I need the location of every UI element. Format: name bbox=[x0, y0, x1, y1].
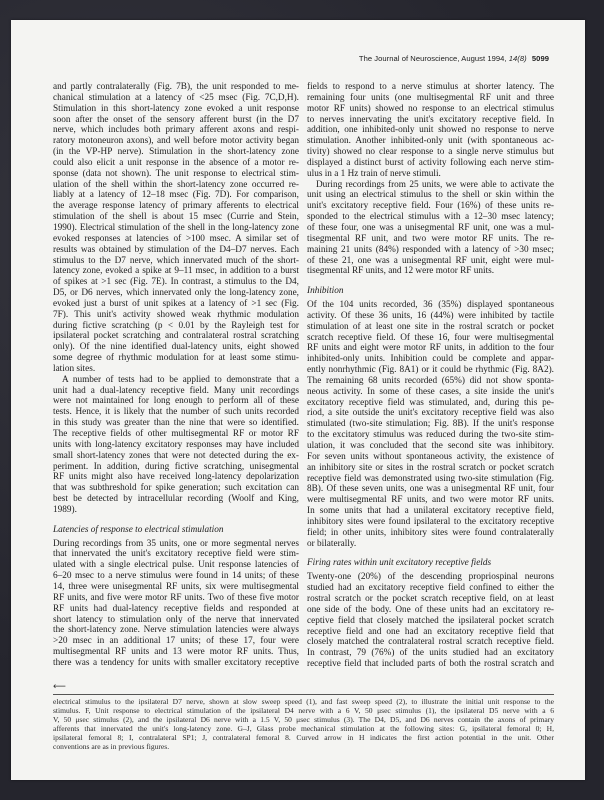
text-line: one side of the body. One of these units had an excitatory re- bbox=[307, 604, 554, 615]
text-line: ulation of the shell within the short-latency zone occurred re- bbox=[53, 179, 299, 190]
text-line: ulus in a 1 Hz train of nerve stimuli. bbox=[307, 168, 441, 179]
text-line: >20 msec in an additional 17 units; of these 17, four were bbox=[53, 636, 299, 647]
text-line: electrical stimulus to the ipsilateral D7 nerve, shown at slow sweep speed (1), and fast sweep speed (2), to illustrate the initial unit response to the bbox=[53, 697, 554, 706]
text-line: liably at a latency of 12–18 msec (Fig. 7D). For comparison, bbox=[53, 190, 299, 201]
text-line: activity. Of these 36 units, 16 (44%) were inhibited by tactile bbox=[307, 310, 554, 321]
text-line: the short-latency zone. Nerve stimulation latencies were always bbox=[53, 625, 299, 636]
text-line: stimulation of at least one site in the rostral scratch or pocket bbox=[307, 321, 554, 332]
text-line: In some units that had a unilateral excitatory receptive field, bbox=[307, 506, 554, 517]
text-line: fields to respond to a nerve stimulus at shorter latency. The bbox=[307, 82, 554, 92]
text-line: multisegmental RF units and 13 were motor RF units. Thus, bbox=[53, 647, 299, 658]
text-line: motor RF units) showed no response to an electrical stimulus bbox=[307, 103, 554, 114]
text-line: units with long-latency excitatory responses may have included bbox=[53, 439, 299, 450]
text-line: Of the 104 units recorded, 36 (35%) displayed spontaneous bbox=[307, 300, 554, 311]
text-line: to the excitatory stimulus was reduced during the two-site stim- bbox=[307, 430, 554, 441]
text-line: unit had a dual-latency receptive field. Many unit recordings bbox=[53, 385, 299, 396]
text-line: of spikes at >1 sec (Fig. 7E). In contrast, a stimulus to the D4, bbox=[53, 277, 299, 288]
text-line: to nerves innervating the unit's excitatory receptive field. In bbox=[307, 114, 554, 125]
text-line: the average response latency of primary afferents to electrical bbox=[53, 201, 299, 212]
right-paragraph-2 bbox=[307, 180, 554, 278]
text-line: ipsilateral femoral 8; I, contralateral SP1; J, contralateral femoral 8. Curved arrow in H indicates the first action potential in the unit. Other bbox=[53, 732, 554, 742]
text-line: stimulation of the shell is about 15 msec (Currie and Stein, bbox=[53, 212, 299, 223]
text-line: and partly contralaterally (Fig. 7B), the unit responded to me- bbox=[53, 82, 299, 92]
text-line: For seven units without spontaneous activity, the existence of bbox=[307, 451, 554, 462]
text-line: stimulated (two-site stimulation; Fig. 8B). If the unit's response bbox=[307, 419, 554, 430]
text-line: displayed a distinct burst of activity following each nerve stim- bbox=[307, 157, 554, 168]
text-line: lation sites. bbox=[53, 363, 96, 374]
text-line: (in the VP-HP nerve). Stimulation in the short-latency zone bbox=[53, 147, 299, 158]
text-line: field; in other units, inhibitory sites were found contralaterally bbox=[307, 527, 554, 538]
left-paragraph-2 bbox=[53, 375, 299, 516]
text-line: ently nonrhythmic (Fig. 8A1) or it could be rhythmic (Fig. 8A2). bbox=[307, 365, 554, 376]
text-line: 7F). This unit's activity showed weak rhythmic modulation bbox=[53, 309, 299, 320]
text-line: RF units might also have received long-latency depolarization bbox=[53, 472, 299, 483]
text-line: ratory motoneuron axons), and well before motor activity began bbox=[53, 136, 299, 147]
text-line: could also elicit a unit response in the absence of a motor re- bbox=[53, 157, 299, 168]
text-line: were multisegmental RF units, and two were motor RF units. bbox=[307, 495, 554, 506]
text-line: neous activity. In some of these cases, a site inside the unit's bbox=[307, 386, 554, 397]
volume-issue: 14(8) bbox=[508, 54, 527, 63]
text-line: that was subthreshold for spike generation; such excitation can bbox=[53, 483, 299, 494]
text-line: The receptive fields of other multisegmental RF or motor RF bbox=[53, 429, 299, 439]
text-line: RF units, and five were motor RF units. Two of these five motor bbox=[53, 592, 299, 603]
left-paragraph-3 bbox=[53, 539, 299, 669]
text-line: excitatory receptive field was stimulated, and, during this pe- bbox=[307, 397, 554, 408]
continuation-arrow-icon: ⟵ bbox=[53, 682, 66, 692]
text-line: small short-latency zones that were not detected during the ex- bbox=[53, 450, 299, 461]
text-line: sponded to the electrical stimulus with a 12–30 msec latency; bbox=[307, 212, 554, 223]
text-line: in this study was greater than the nine that were so identified. bbox=[53, 418, 299, 429]
text-line: RF units had dual-latency receptive fields and responded at bbox=[53, 603, 299, 614]
right-paragraph-4 bbox=[307, 572, 554, 670]
text-line: ceptive field that closely matched the ipsilateral pocket scratch bbox=[307, 615, 554, 626]
left-column bbox=[53, 82, 299, 669]
left-paragraph-1 bbox=[53, 82, 299, 375]
text-line: or bilaterally. bbox=[307, 538, 357, 549]
text-line: stimulus. F, Unit response to electrical stimulation of the ipsilateral D4 nerve with a 6 V, 50 μsec stimulus (1), the ipsilateral D5 nerve with a 6 bbox=[53, 705, 554, 715]
right-paragraph-3 bbox=[307, 300, 554, 549]
text-line: were not maintained for long enough to perform all of these bbox=[53, 396, 299, 407]
text-line: soon after the onset of the sensory afferent burst (in the D7 bbox=[53, 114, 299, 125]
text-line: conventions are as in previous figures. bbox=[53, 741, 170, 751]
text-line: stimulation. Another inhibited-only unit (with spontaneous ac- bbox=[307, 136, 554, 147]
text-line: results was obtained by stimulation of the D4–D7 nerves. Each bbox=[53, 244, 299, 255]
text-line: receptive field and one had an excitatory receptive field that bbox=[307, 626, 554, 637]
text-line: of these 21, one was a unisegmental RF unit, eight were mul- bbox=[307, 255, 554, 266]
text-line: short latency to stimulation only of the nerve that innervated bbox=[53, 614, 299, 625]
text-line: ulation, it was concluded that the second site was inhibitory. bbox=[307, 441, 554, 451]
caption-divider bbox=[53, 694, 554, 695]
text-line: tivity) showed no clear response to a single nerve stimulus but bbox=[307, 147, 554, 158]
text-line: tisegmental RF unit, and two were motor RF units. The re- bbox=[307, 233, 554, 244]
text-line: tisegmental RF units, and 12 were motor RF units. bbox=[307, 266, 495, 277]
text-line: rostral scratch or the pocket scratch receptive field, on at least bbox=[307, 593, 554, 604]
text-line: unit using an electrical stimulus to the shell or skin within the bbox=[307, 190, 554, 201]
text-line: periment. In addition, during fictive scratching, unisegmental bbox=[53, 461, 299, 472]
text-line: D5, or D6 nerves, which innervated only the long-latency zone, bbox=[53, 288, 299, 299]
text-line: receptive field that included parts of both the rostral scratch and bbox=[307, 659, 554, 670]
text-line: riod, a site outside the unit's excitatory receptive field was also bbox=[307, 408, 554, 419]
text-line: chanical stimulation at a latency of <25 msec (Fig. 7C,D,H). bbox=[53, 92, 299, 103]
text-line: addition, one inhibited-only unit showed no response to nerve bbox=[307, 125, 554, 136]
text-line: an inhibitory site or sites in the rostral scratch or pocket scratch bbox=[307, 462, 554, 473]
text-line: V, 50 μsec stimulus (2), and the ipsilateral D6 nerve with a 1.5 V, 50 μsec stimulus (3). The D4, D5, and D6 nerves contain the axons of primary bbox=[53, 714, 554, 724]
text-line: During recordings from 35 units, one or more segmental nerves bbox=[53, 538, 299, 549]
text-line: inhibited-only units. Inhibition could be complete and appar- bbox=[307, 354, 554, 365]
journal-page bbox=[11, 20, 585, 780]
text-line: closely matched the contralateral rostral scratch receptive field. bbox=[307, 637, 554, 648]
page-number: 5099 bbox=[531, 54, 549, 63]
journal-citation: The Journal of Neuroscience, August 1994, bbox=[358, 54, 507, 63]
text-line: 8B). Of these seven units, one was a unisegmental RF unit, four bbox=[307, 484, 554, 495]
text-line: tests. Hence, it is likely that the number of such units recorded bbox=[53, 407, 299, 418]
text-line: only). Of the nine identified dual-latency units, eight showed bbox=[53, 342, 299, 353]
right-column bbox=[307, 82, 554, 670]
text-line: latency zone, evoked a spike at 9–11 msec, in addition to a burst bbox=[53, 266, 299, 277]
text-line: evoked just a burst of unit spikes at a latency of >1 sec (Fig. bbox=[53, 298, 299, 309]
text-line: The remaining 68 units recorded (65%) did not show sponta- bbox=[307, 375, 554, 386]
text-line: some degree of rhythmic modulation for at least some stimu- bbox=[53, 353, 299, 364]
text-line: sponse (data not shown). The unit response to electrical stim- bbox=[53, 168, 299, 179]
text-line: afferents that innervated the unit's long-latency zone. G–J, Glass probe mechanical stimulation at the following sites: G, ipsilateral femoral 0; H, bbox=[53, 723, 554, 733]
text-line: nerve, which includes both primary afferent axons and respi- bbox=[53, 125, 299, 136]
text-line: 1989). bbox=[53, 504, 77, 515]
text-line: ulated with a single electrical pulse. Unit response latencies of bbox=[53, 560, 299, 571]
text-line: Stimulation in this short-latency zone evoked a unit response bbox=[53, 103, 299, 114]
text-line: Twenty-one (20%) of the descending propriospinal neurons bbox=[307, 572, 554, 583]
text-line: maining 21 units (84%) responded with a latency of >30 msec; bbox=[307, 244, 554, 255]
text-line: In contrast, 79 (76%) of the units studied had an excitatory bbox=[307, 648, 554, 659]
text-line: there was a tendency for units with smaller excitatory receptive bbox=[53, 657, 299, 668]
text-line: ipsilateral pocket scratching and contralateral rostral scratching bbox=[53, 331, 299, 342]
text-line: RF units and eight were motor RF units, in addition to the four bbox=[307, 343, 554, 354]
figure-caption bbox=[53, 698, 554, 751]
section-heading-latencies: Latencies of response to electrical stimulation bbox=[53, 524, 224, 535]
text-line: of these four, one was a unisegmental RF unit, one was a mul- bbox=[307, 222, 554, 233]
text-line: receptive field was demonstrated using two-site stimulation (Fig. bbox=[307, 473, 554, 484]
text-line: during fictive scratching (p < 0.01 by the Rayleigh test for bbox=[53, 320, 299, 331]
text-line: evoked responses at latencies of >100 msec. A similar set of bbox=[53, 233, 299, 244]
section-heading-inhibition: Inhibition bbox=[307, 286, 344, 297]
text-line: 1990). Electrical stimulation of the shell in the long-latency zone bbox=[53, 222, 299, 233]
text-line: best be detected by intracellular recording (Woolf and King, bbox=[53, 494, 299, 505]
text-line: 14, three were unisegmental RF units, six were multisegmental bbox=[53, 581, 299, 592]
text-line: inhibitory sites were found ipsilateral to the excitatory receptive bbox=[307, 516, 554, 527]
text-line: unit's excitatory receptive field. Four (16%) of these units re- bbox=[307, 201, 554, 212]
text-line: remaining four units (one multisegmental RF unit and three bbox=[307, 92, 554, 103]
section-heading-firing-rates: Firing rates within unit excitatory receptive fields bbox=[307, 558, 492, 569]
text-line: 6–20 msec to a nerve stimulus were found in 14 units; of these bbox=[53, 571, 299, 582]
right-paragraph-1 bbox=[307, 82, 554, 180]
text-line: that innervated the unit's excitatory receptive field were stim- bbox=[53, 549, 299, 560]
text-line: stimulus to the D7 nerve, which innervated much of the short- bbox=[53, 255, 299, 266]
text-line: A number of tests had to be applied to demonstrate that a bbox=[62, 374, 299, 385]
text-line: studied had an excitatory receptive field confined to either the bbox=[307, 583, 554, 594]
text-line: During recordings from 25 units, we were able to activate the bbox=[316, 179, 554, 190]
running-head bbox=[359, 54, 549, 63]
text-line: scratch receptive field. Of these 16, four were multisegmental bbox=[307, 332, 554, 343]
